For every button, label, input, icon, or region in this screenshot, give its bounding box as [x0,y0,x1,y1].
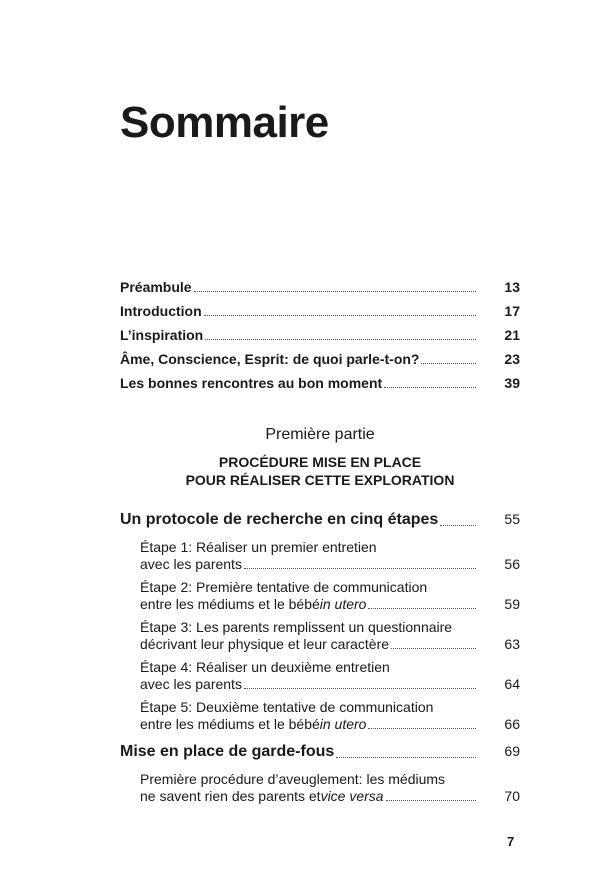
chapter-page: 69 [504,743,520,759]
toc-entry-page: 17 [504,303,520,319]
dot-leader [244,688,476,689]
step-line1: Étape 5: Deuxième tentative de communication [140,699,434,715]
step-line1: Première procédure d’aveuglement: les médiums [140,771,446,787]
toc-step-entry[interactable] [120,699,520,739]
toc-entry-page: 13 [504,279,520,295]
toc-entry[interactable] [120,375,520,399]
toc-step-entry[interactable] [120,579,520,619]
toc-entry-label: Introduction [120,303,202,319]
toc-entry-page: 39 [504,375,520,391]
part-title-line: PROCÉDURE MISE EN PLACE [218,454,422,470]
step-line2: entre les médiums et le bébé [140,716,320,732]
toc-step-entry[interactable] [120,539,520,579]
step-page: 66 [504,716,520,732]
toc-front-matter [120,279,520,399]
step-line2-italic: in utero [319,596,367,612]
toc-chapter-entry[interactable] [120,511,520,539]
page-number: 7 [507,834,515,849]
step-page: 64 [504,676,520,692]
dot-leader [205,339,476,340]
step-line2-italic: in utero [319,716,367,732]
toc-entry[interactable] [120,351,520,375]
step-line2: avec les parents [140,676,242,692]
toc-step-entry[interactable] [120,771,520,811]
dot-leader [368,608,476,609]
toc-chapter-1 [120,511,520,739]
step-page: 56 [504,556,520,572]
toc-entry-label: L’inspiration [120,327,204,343]
step-line1: Étape 1: Réaliser un premier entretien [140,539,377,555]
step-line2: entre les médiums et le bébé [140,596,320,612]
part-title-line: POUR RÉALISER CETTE EXPLORATION [185,472,455,488]
step-line1: Étape 3: Les parents remplissent un questionnaire [140,619,453,635]
part-title [120,453,520,489]
step-line2: ne savent rien des parents et [140,788,321,804]
dot-leader [386,800,476,801]
toc-step-entry[interactable] [120,659,520,699]
toc-entry-page: 21 [504,327,520,343]
dot-leader [368,728,476,729]
step-line2-italic: vice versa [320,788,384,804]
toc-entry-label: Les bonnes rencontres au bon moment [120,375,383,391]
chapter-label: Un protocole de recherche en cinq étapes [120,511,439,528]
step-page: 63 [504,636,520,652]
toc-chapter-entry[interactable] [120,743,520,771]
chapter-page: 55 [504,511,520,527]
toc-entry-page: 23 [504,351,520,367]
step-page: 70 [504,788,520,804]
step-line1: Étape 2: Première tentative de communication [140,579,428,595]
dot-leader [336,757,476,758]
step-line2: décrivant leur physique et leur caractère [140,636,390,652]
dot-leader [391,648,476,649]
toc-chapter-2 [120,743,520,811]
toc-entry[interactable] [120,327,520,351]
toc-entry[interactable] [120,279,520,303]
dot-leader [384,387,476,388]
step-line1: Étape 4: Réaliser un deuxième entretien [140,659,390,675]
step-line2: avec les parents [140,556,242,572]
dot-leader [194,291,476,292]
dot-leader [440,525,476,526]
part-label: Première partie [265,426,375,443]
chapter-label: Mise en place de garde-fous [120,743,335,760]
step-page: 59 [504,596,520,612]
dot-leader [421,363,476,364]
dot-leader [204,315,476,316]
toc-entry-label: Préambule [120,279,192,295]
toc-entry-label: Âme, Conscience, Esprit: de quoi parle-t-on? [120,351,420,367]
toc-entry[interactable] [120,303,520,327]
dot-leader [244,568,476,569]
page-title: Sommaire [120,98,329,147]
toc-step-entry[interactable] [120,619,520,659]
